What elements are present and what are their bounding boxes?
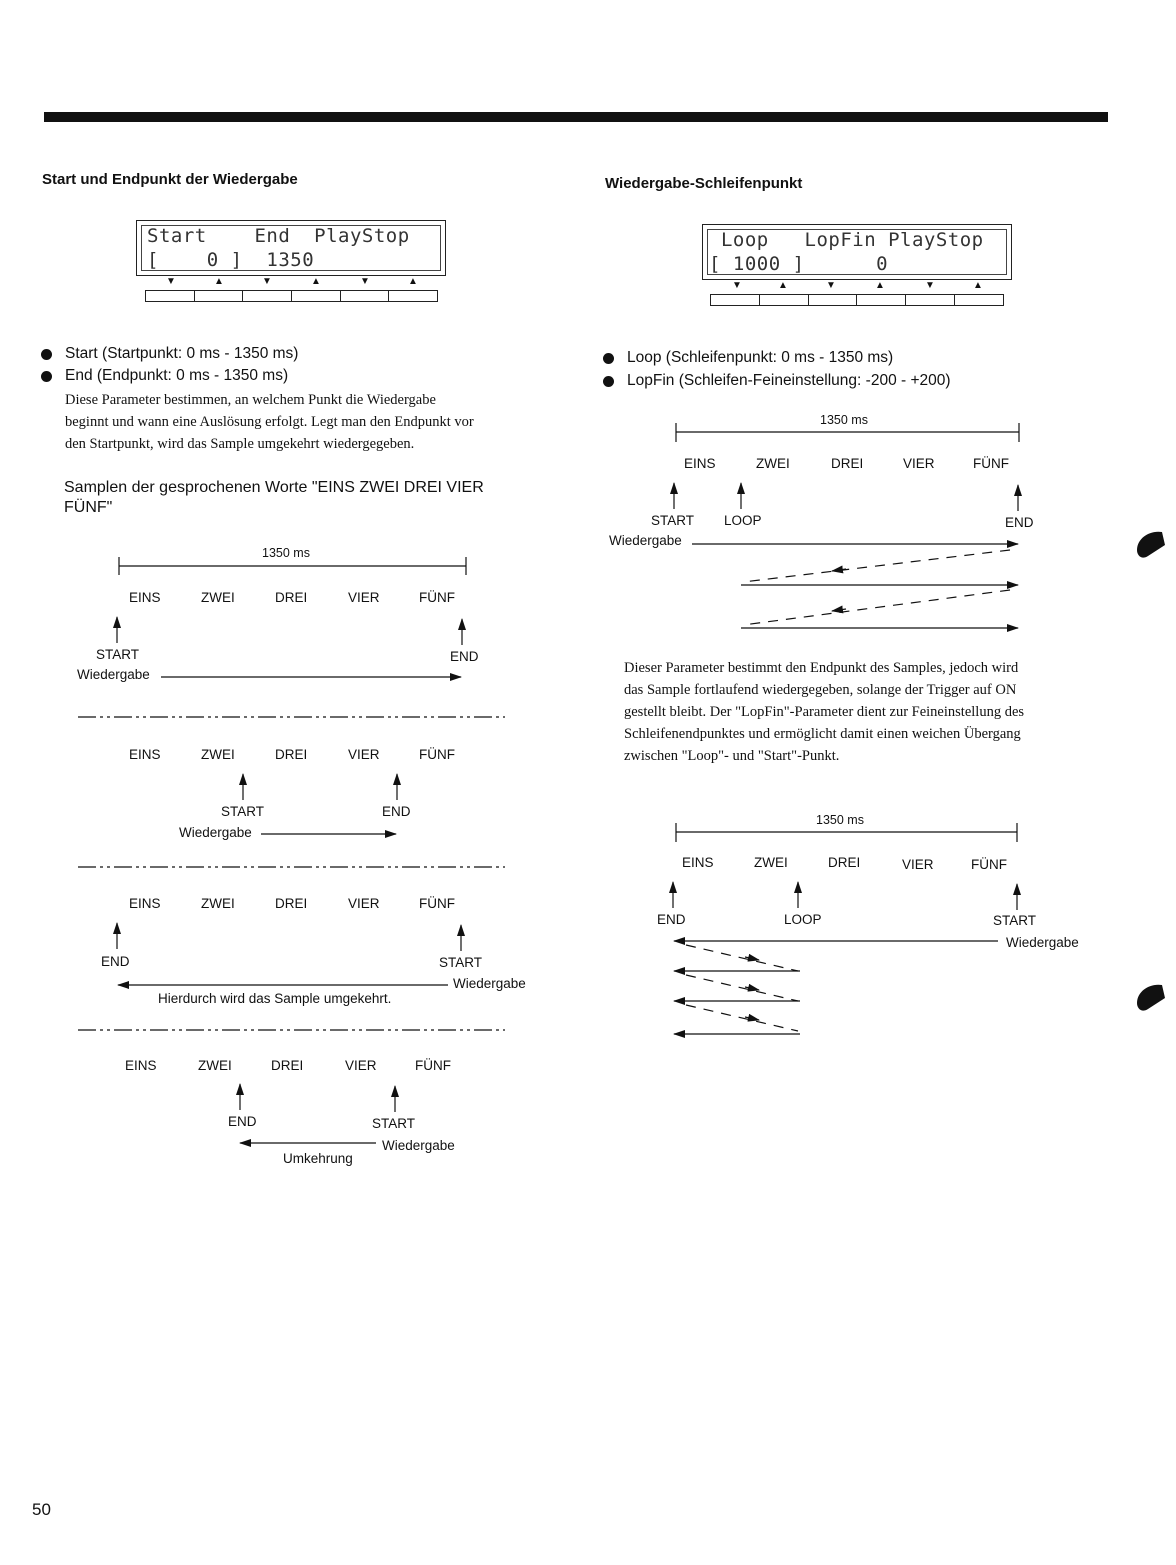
word-zwei: ZWEI	[201, 590, 235, 605]
end-label: END	[228, 1114, 257, 1129]
duration-label: 1350 ms	[262, 546, 310, 560]
up-triangle-icon: ▲	[408, 276, 418, 287]
start-label: START	[651, 513, 695, 528]
word-zwei: ZWEI	[201, 747, 235, 762]
word-eins: EINS	[684, 456, 716, 471]
left-paragraph-line: beginnt und wann eine Auslösung erfolgt. Legt man den Endpunkt vor	[65, 414, 474, 430]
word-fuenf: FÜNF	[973, 456, 1009, 471]
down-triangle-icon: ▼	[166, 276, 176, 287]
word-zwei: ZWEI	[198, 1058, 232, 1073]
word-vier: VIER	[348, 747, 380, 762]
lcd-line-1: Start End PlayStop	[147, 225, 410, 247]
word-fuenf: FÜNF	[419, 590, 455, 605]
end-label: END	[382, 804, 411, 819]
word-drei: DREI	[271, 1058, 304, 1073]
right-paragraph-line: zwischen "Loop"- und "Start"-Punkt.	[624, 748, 840, 764]
start-label: START	[221, 804, 265, 819]
duration-label: 1350 ms	[820, 413, 868, 427]
right-paragraph-line: gestellt bleibt. Der "LopFin"-Parameter dient zur Feineinstellung des	[624, 704, 1025, 720]
start-label: START	[439, 955, 483, 970]
left-paragraph-line: den Startpunkt, wird das Sample umgekehrt wiedergegeben.	[65, 436, 415, 452]
reversed-note: Hierdurch wird das Sample umgekehrt.	[158, 991, 392, 1006]
word-eins: EINS	[129, 747, 161, 762]
word-drei: DREI	[831, 456, 864, 471]
word-vier: VIER	[903, 456, 935, 471]
sample-heading-line: Samplen der gesprochenen Worte "EINS ZWEI DREI VIER	[64, 479, 484, 496]
playback-label: Wiedergabe	[1006, 935, 1079, 950]
down-triangle-icon: ▼	[360, 276, 370, 287]
word-vier: VIER	[902, 857, 934, 872]
right-paragraph-line: Dieser Parameter bestimmt den Endpunkt des Samples, jedoch wird	[624, 660, 1019, 676]
page-number: 50	[32, 1500, 51, 1519]
down-triangle-icon: ▼	[732, 280, 742, 291]
duration-label: 1350 ms	[816, 813, 864, 827]
playback-label: Wiedergabe	[609, 533, 682, 548]
playback-label: Wiedergabe	[453, 976, 526, 991]
word-vier: VIER	[348, 590, 380, 605]
start-label: START	[993, 913, 1037, 928]
end-label: END	[1005, 515, 1034, 530]
word-vier: VIER	[345, 1058, 377, 1073]
bullet-loop: Loop (Schleifenpunkt: 0 ms - 1350 ms)	[627, 349, 894, 366]
loop-label: LOOP	[724, 513, 762, 528]
word-fuenf: FÜNF	[971, 857, 1007, 872]
word-zwei: ZWEI	[201, 896, 235, 911]
up-triangle-icon: ▲	[214, 276, 224, 287]
playback-label: Wiedergabe	[77, 667, 150, 682]
reversal-label: Umkehrung	[283, 1151, 353, 1166]
word-eins: EINS	[125, 1058, 157, 1073]
start-label: START	[372, 1116, 416, 1131]
lcd-line-1: Loop LopFin PlayStop	[709, 229, 984, 251]
down-triangle-icon: ▼	[262, 276, 272, 287]
start-label: START	[96, 647, 140, 662]
margin-tab-mark	[1137, 985, 1165, 1011]
word-fuenf: FÜNF	[419, 747, 455, 762]
right-paragraph-line: Schleifenendpunktes und ermöglicht damit einen weichen Übergang	[624, 726, 1021, 742]
word-vier: VIER	[348, 896, 380, 911]
left-paragraph-line: Diese Parameter bestimmen, an welchem Punkt die Wiedergabe	[65, 392, 436, 408]
down-triangle-icon: ▼	[925, 280, 935, 291]
left-heading: Start und Endpunkt der Wiedergabe	[42, 171, 298, 188]
right-heading: Wiedergabe-Schleifenpunkt	[605, 175, 803, 192]
word-zwei: ZWEI	[756, 456, 790, 471]
loop-label: LOOP	[784, 912, 822, 927]
right-paragraph-line: das Sample fortlaufend wiedergegeben, solange der Trigger auf ON	[624, 682, 1017, 698]
bullet-start: Start (Startpunkt: 0 ms - 1350 ms)	[65, 345, 299, 362]
word-fuenf: FÜNF	[419, 896, 455, 911]
playback-label: Wiedergabe	[179, 825, 252, 840]
word-drei: DREI	[275, 590, 308, 605]
word-fuenf: FÜNF	[415, 1058, 451, 1073]
bullet-lopfin: LopFin (Schleifen-Feineinstellung: -200 - +200)	[627, 372, 951, 389]
margin-tab-mark	[1137, 532, 1165, 558]
playback-label: Wiedergabe	[382, 1138, 455, 1153]
end-label: END	[101, 954, 130, 969]
word-drei: DREI	[275, 896, 308, 911]
down-triangle-icon: ▼	[826, 280, 836, 291]
lcd-line-2: [ 1000 ] 0	[709, 253, 889, 275]
up-triangle-icon: ▲	[778, 280, 788, 291]
end-label: END	[450, 649, 479, 664]
word-eins: EINS	[129, 896, 161, 911]
word-drei: DREI	[828, 855, 861, 870]
end-label: END	[657, 912, 686, 927]
word-drei: DREI	[275, 747, 308, 762]
sample-heading-line: FÜNF"	[64, 499, 113, 516]
up-triangle-icon: ▲	[875, 280, 885, 291]
word-eins: EINS	[129, 590, 161, 605]
word-eins: EINS	[682, 855, 714, 870]
up-triangle-icon: ▲	[973, 280, 983, 291]
lcd-line-2: [ 0 ] 1350	[147, 249, 315, 271]
up-triangle-icon: ▲	[311, 276, 321, 287]
bullet-end: End (Endpunkt: 0 ms - 1350 ms)	[65, 367, 289, 384]
word-zwei: ZWEI	[754, 855, 788, 870]
